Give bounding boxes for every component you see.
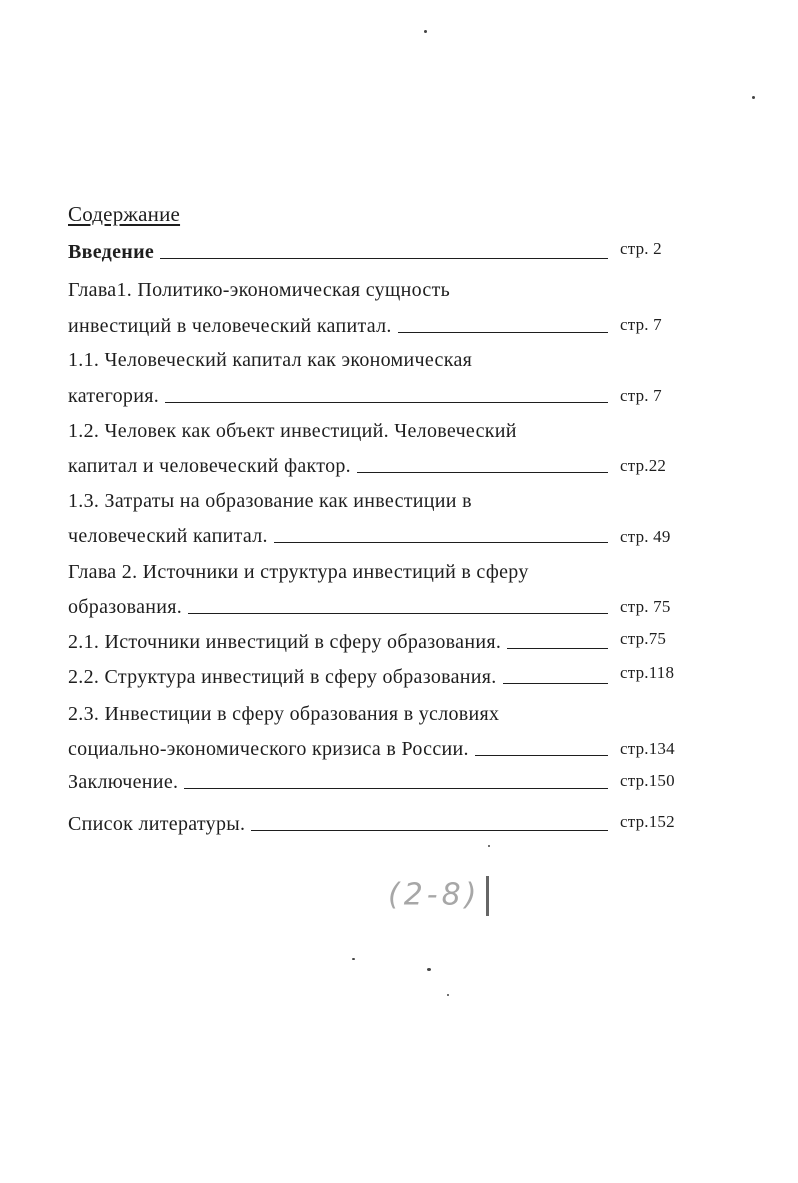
toc-page-number: стр. 49 (620, 527, 671, 546)
dot-leader (165, 402, 608, 403)
toc-line-section-1-3 (68, 520, 608, 548)
toc-page-number: стр.118 (620, 663, 675, 682)
toc-entry-text: Список литературы. (68, 813, 246, 835)
toc-page-number: стр.152 (620, 812, 675, 831)
toc-line-bibliography (68, 808, 608, 836)
toc-page-number: стр.75 (620, 629, 667, 648)
toc-line-section-1-2 (68, 450, 608, 478)
dot-leader (184, 788, 608, 789)
toc-line-conclusion (68, 766, 608, 794)
scan-speck (427, 968, 431, 971)
toc-page-number: стр. 7 (620, 315, 662, 334)
scan-speck (752, 96, 755, 99)
toc-line-chapter-2-title (68, 556, 608, 584)
toc-page-number: стр.150 (620, 771, 675, 790)
dot-leader (475, 755, 608, 756)
toc-entry-text: 1.1. Человеческий капитал как экономическая (68, 349, 473, 371)
toc-entry-text: человеческий капитал. (68, 525, 268, 547)
scan-speck (488, 845, 490, 847)
handwritten-mark: (2-8) (388, 876, 489, 916)
toc-line-intro (68, 236, 608, 264)
scan-speck (447, 994, 449, 996)
toc-line-section-2-3-title (68, 698, 608, 726)
toc-line-section-2-1 (68, 626, 608, 654)
toc-entry-text: 1.2. Человек как объект инвестиций. Человеческий (68, 420, 517, 442)
toc-entry-text: 1.3. Затраты на образование как инвестиции в (68, 490, 472, 512)
toc-entry-text: Введение (68, 241, 155, 263)
toc-page-number: стр. 75 (620, 597, 671, 616)
toc-entry-text: образования. (68, 596, 183, 618)
dot-leader (274, 542, 608, 543)
dot-leader (188, 613, 608, 614)
toc-entry-text: 2.2. Структура инвестиций в сферу образования. (68, 666, 497, 688)
toc-entry-text: Глава1. Политико-экономическая сущность (68, 279, 451, 301)
toc-line-chapter-1 (68, 310, 608, 338)
toc-line-section-2-2 (68, 661, 608, 689)
toc-page-number: стр.134 (620, 739, 675, 758)
toc-entry-text: Заключение. (68, 771, 179, 793)
toc-line-section-1-1 (68, 380, 608, 408)
toc-page-number: стр.22 (620, 456, 667, 475)
dot-leader (251, 830, 608, 831)
dot-leader (398, 332, 608, 333)
dot-leader (503, 683, 608, 684)
toc-entry-text: 2.3. Инвестиции в сферу образования в условиях (68, 703, 500, 725)
dot-leader (507, 648, 608, 649)
dot-leader (357, 472, 608, 473)
toc-line-chapter-2 (68, 591, 608, 619)
toc-entry-text: категория. (68, 385, 159, 407)
toc-entry-text: инвестиций в человеческий капитал. (68, 315, 392, 337)
toc-entry-text: Глава 2. Источники и структура инвестиций в сферу (68, 561, 529, 583)
toc-line-section-1-1-title (68, 344, 608, 372)
toc-line-section-1-3-title (68, 485, 608, 513)
toc-page-number: стр. 7 (620, 386, 662, 405)
toc-entry-text: капитал и человеческий фактор. (68, 455, 351, 477)
toc-entry-text: 2.1. Источники инвестиций в сферу образования. (68, 631, 502, 653)
toc-page-number: стр. 2 (620, 239, 662, 258)
scan-speck (352, 958, 355, 960)
scan-speck (424, 30, 427, 33)
toc-line-section-1-2-title (68, 415, 608, 443)
toc-line-section-2-3 (68, 733, 608, 761)
toc-entry-text: социально-экономического кризиса в России. (68, 738, 469, 760)
toc-line-chapter-1-title (68, 274, 608, 302)
dot-leader (160, 258, 608, 259)
toc-heading: Содержание (68, 202, 181, 226)
